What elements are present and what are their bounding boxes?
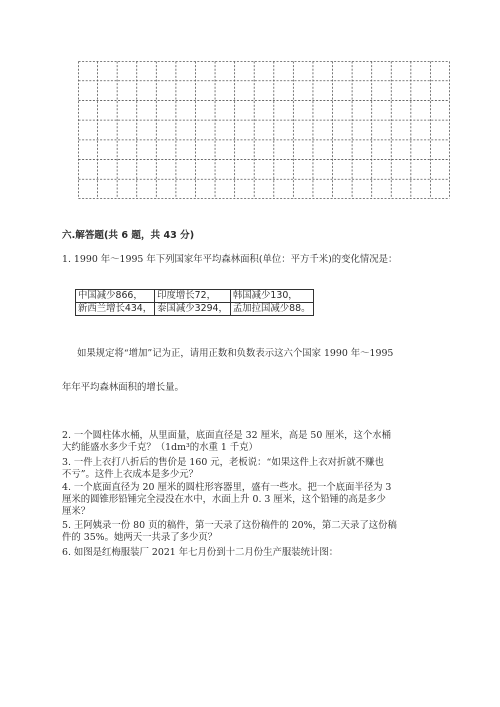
question-line: 3. 一件上衣打八折后的售价是 160 元，老板说：“如果这件上衣对折就不赚也 [62, 457, 384, 468]
question-line: 2. 一个圆柱体水桶，从里面量，底面直径是 32 厘米，高是 50 厘米，这个水桶 [62, 430, 391, 441]
question-line: 6. 如图是红梅服装厂 2021 年七月份到十二月份生产服装统计图： [62, 547, 339, 558]
table-cell: 中国减少866， [76, 290, 155, 303]
question-line: 件的 35%。她两天一共录了多少页？ [62, 532, 218, 543]
question-1-follow-line-1: 如果规定将“增加”记为正，请用正数和负数表示这六个国家 1990 年～1995 [77, 348, 394, 359]
question-6 [62, 547, 442, 559]
table-row [76, 290, 314, 303]
question-line: 厘米？ [62, 506, 91, 517]
question-4 [62, 482, 442, 518]
question-line: 厘米的圆锥形铅锤完全浸没在水中，水面上升 0. 3 厘米，这个铅锤的高是多少 [62, 494, 386, 505]
question-1-follow-line-2: 年年平均森林面积的增长量。 [62, 382, 184, 393]
question-line: 4. 一个底面直径为 20 厘米的圆柱形容器里，盛有一些水。把一个底面半径为 3 [62, 482, 392, 493]
question-line: 不亏”。这件上衣成本是多少元？ [62, 469, 199, 480]
question-1-text: 1. 1990 年～1995 年下列国家年平均森林面积(单位：平方千米)的变化情况是： [62, 254, 398, 265]
question-line: 大约能盛水多少千克？（1dm³的水重 1 千克） [62, 442, 258, 453]
table-cell: 印度增长72， [155, 290, 231, 303]
question-line: 5. 王阿姨录一份 80 页的稿件，第一天录了这份稿件的 20%，第二天录了这份稿 [62, 520, 397, 531]
section-title: 六.解答题(共 6 题，共 43 分) [62, 230, 195, 241]
question-3 [62, 457, 442, 481]
table-cell: 新西兰增长434， [76, 303, 155, 316]
question-5 [62, 520, 442, 544]
question-2 [62, 430, 442, 454]
table-cell: 孟加拉国减少88。 [230, 303, 313, 316]
writing-grid-svg [78, 61, 450, 199]
table-cell: 韩国减少130， [230, 290, 313, 303]
table-row [76, 303, 314, 316]
forest-change-table [75, 289, 314, 316]
writing-grid [78, 61, 450, 199]
table-cell: 泰国减少3294， [155, 303, 231, 316]
